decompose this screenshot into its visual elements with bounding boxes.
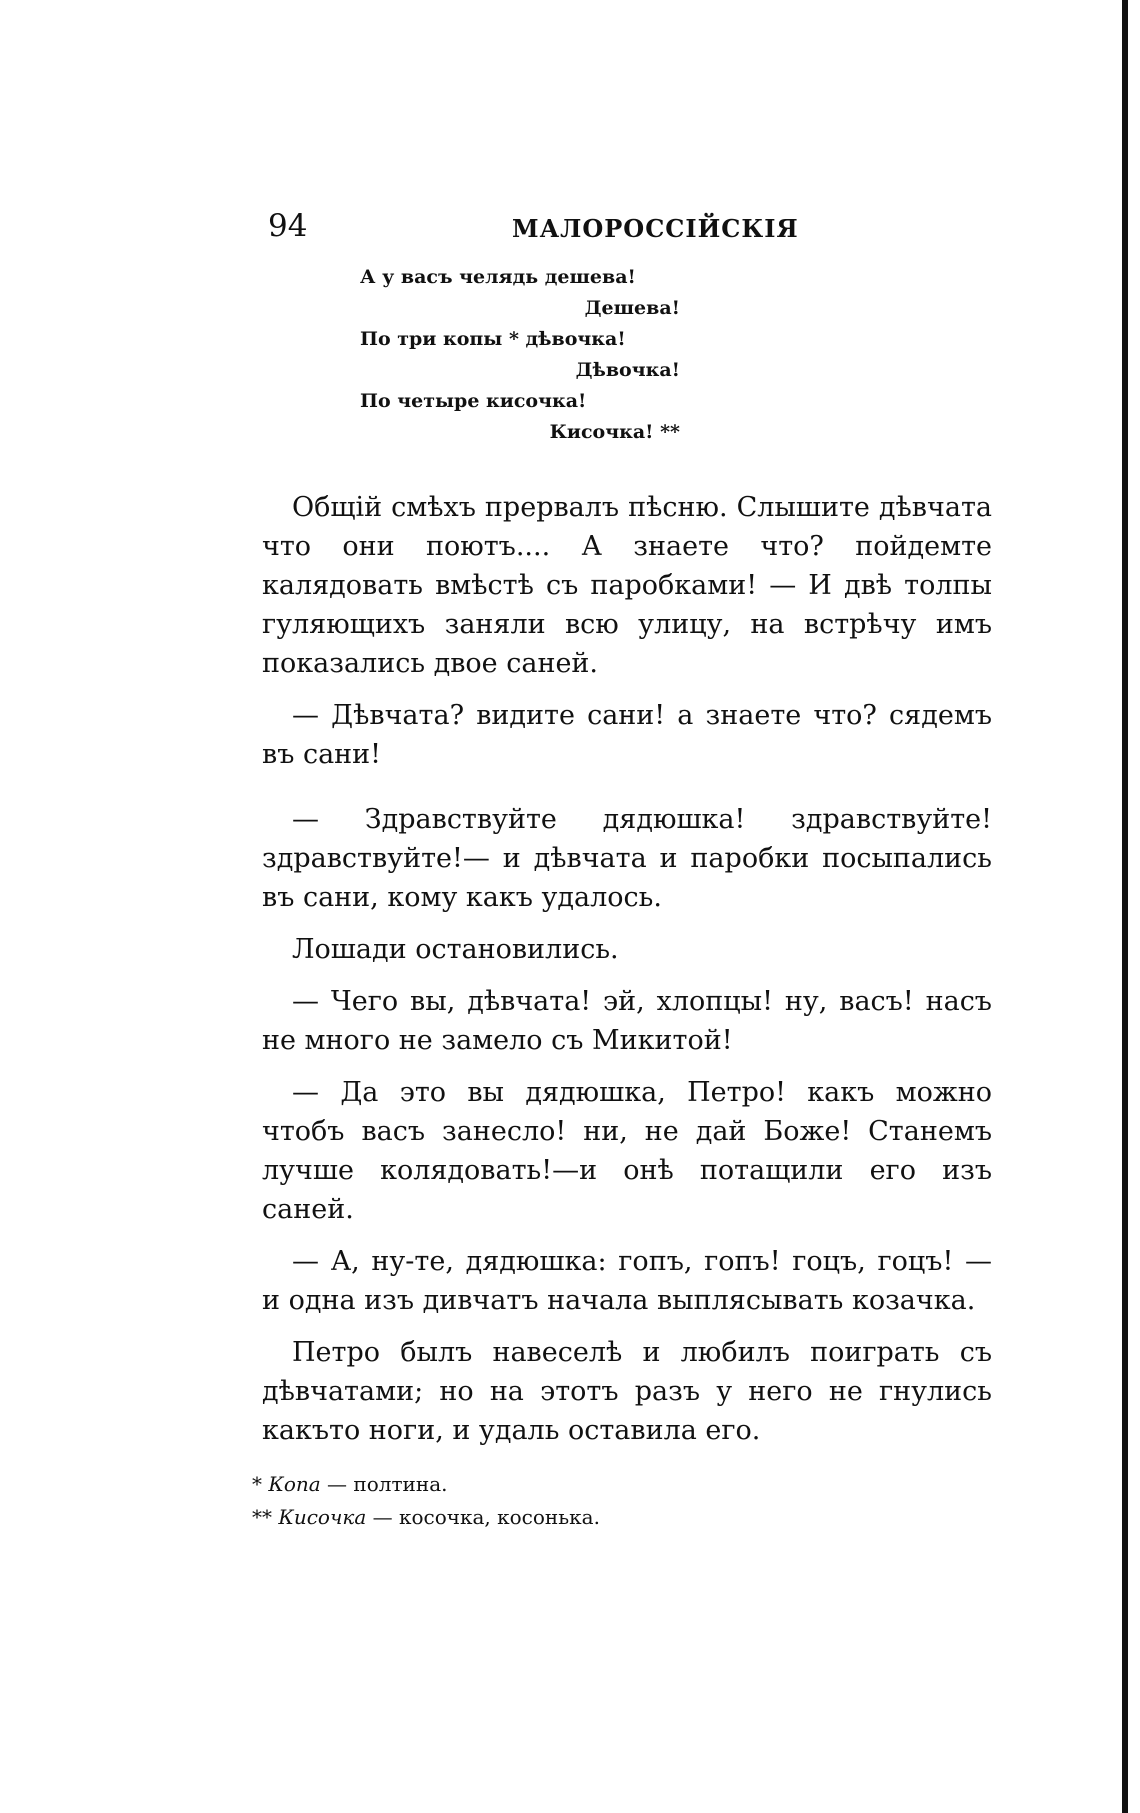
paragraph: — Чего вы, дѣвчата! эй, хлопцы! ну, васъ! насъ не много не замело съ Микитой! [262, 986, 992, 1056]
footnote-term: Кисочка [278, 1505, 367, 1529]
footnote-definition: — косочка, косонька. [372, 1505, 600, 1529]
paragraph: — Дѣвчата? видите сани! а знаете что? сядемъ въ сани! [262, 700, 992, 770]
page-number: 94 [268, 208, 308, 244]
verse-line: По четыре кисочка! [360, 390, 587, 412]
body-text [262, 488, 992, 1463]
verse-line: Дѣвочка! [575, 359, 680, 381]
footnote-mark: * [252, 1472, 262, 1496]
paragraph: — А, ну-те, дядюшка: гопъ, гопъ! гоцъ, гоцъ! — и одна изъ дивчатъ начала выплясывать козачка. [262, 1246, 992, 1316]
running-head: МАЛОРОССІЙСКІЯ [512, 214, 799, 243]
footnote [252, 1468, 952, 1501]
footnote-definition: — полтина. [327, 1472, 448, 1496]
footnotes [252, 1468, 952, 1534]
paragraph: — Да это вы дядюшка, Петро! какъ можно чтобъ васъ занесло! ни, не дай Боже! Станемъ лучше колядовать!—и онѣ потащили его изъ саней. [262, 1077, 992, 1225]
paragraph: Петро былъ навеселѣ и любилъ поиграть съ дѣвчатами; но на этотъ разъ у него не гнулись какъто ноги, и удаль оставила его. [262, 1337, 992, 1446]
paragraph: — Здравствуйте дядюшка! здравствуйте! здравствуйте!— и дѣвчата и паробки посыпались въ сани, кому какъ удалось. [262, 804, 992, 913]
paragraph: Общій смѣхъ прервалъ пѣсню. Слышите дѣвчата что они поютъ.... А знаете что? пойдемте калядовать вмѣстѣ съ паробками! — И двѣ толпы гуляющихъ заняли всю улицу, на встрѣчу имъ показались двое саней. [262, 492, 992, 679]
footnote [252, 1501, 952, 1534]
verse-line: Дешева! [584, 297, 680, 319]
verse-line: По три копы * дѣвочка! [360, 328, 626, 350]
footnote-term: Копа [268, 1472, 321, 1496]
footnote-mark: ** [252, 1505, 272, 1529]
verse-block [360, 262, 720, 448]
verse-line: Кисочка! ** [549, 421, 680, 443]
paragraph: Лошади остановились. [292, 934, 619, 965]
verse-line: А у васъ челядь дешева! [360, 266, 636, 288]
page-edge-line [1122, 0, 1128, 1813]
